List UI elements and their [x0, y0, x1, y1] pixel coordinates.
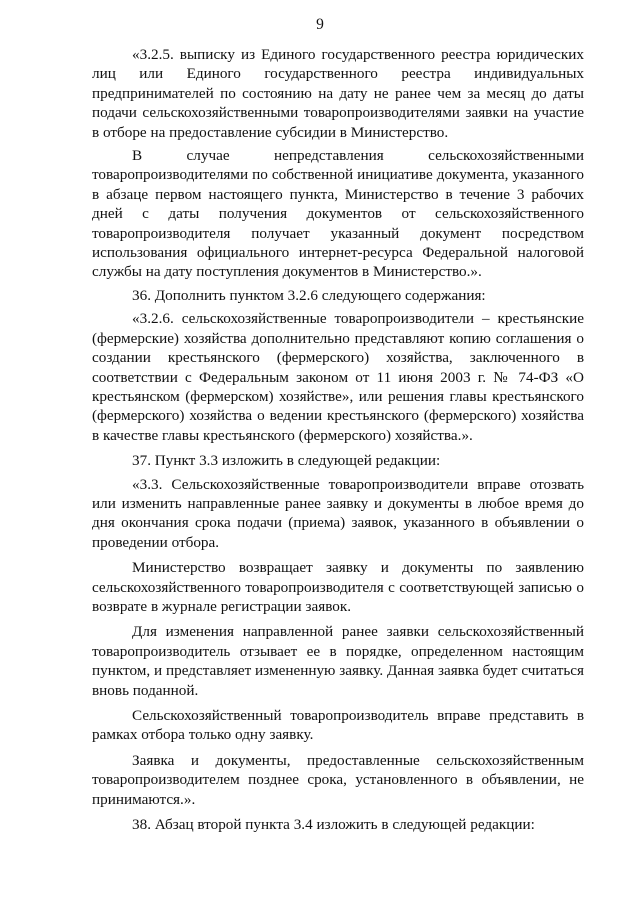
paragraph-item-38: 38. Абзац второй пункта 3.4 изложить в следующей редакции: — [132, 816, 535, 834]
paragraph-one-application: Сельскохозяйственный товаропроизводитель вправе представить в рамках отбора только одну заявку. — [92, 707, 584, 744]
paragraph-change: Для изменения направленной ранее заявки сельскохозяйственный товаропроизводитель отзывает ее в порядке, определенном настоящим пунктом, и представляет измененную заявку. Данная заявка будет считаться вновь поданной. — [92, 623, 584, 699]
paragraph-item-36: 36. Дополнить пунктом 3.2.6 следующего содержания: — [132, 286, 486, 304]
document-body — [92, 45, 584, 838]
paragraph-return: Министерство возвращает заявку и документы по заявлению сельскохозяйственного товаропроизводителя с соответствующей записью о возврате в журнале регистрации заявок. — [92, 559, 584, 615]
paragraph-3-2-5: «3.2.5. выписку из Единого государственного реестра юридических лиц или Единого государственного реестра индивидуальных предпринимателей по состоянию на дату не ранее чем за месяц до даты подачи сельскохозяйственными товаропроизводителями заявки на участие в отборе на предоставление субсидии в Министерство. — [92, 46, 584, 141]
page-number: 9 — [316, 16, 324, 33]
paragraph-late: Заявка и документы, предоставленные сельскохозяйственным товаропроизводителем позднее срока, установленного в объявлении, не принимаются.». — [92, 751, 584, 808]
paragraph-3-2-6: «3.2.6. сельскохозяйственные товаропроизводители – крестьянские (фермерские) хозяйства дополнительно представляют копию соглашения о создании крестьянского (фермерского) хозяйства, заключенного в соответствии с Федеральным законом от 11 июня 2003 г. № 74-ФЗ «О крестьянском (фермерском) хозяйстве», или решения главы крестьянского (фермерского) хозяйства о ведении крестьянского (фермерского) хозяйства в качестве главы крестьянского (фермерского) хозяйства.». — [92, 310, 584, 444]
paragraph-nonsubmission: В случае непредставления сельскохозяйственными товаропроизводителями по собственной инициативе документа, указанного в абзаце первом настоящего пункта, Министерство в течение 3 рабочих дней с даты получения документов от сельскохозяйственного товаропроизводителя получает указанный документ посредством использования официального интернет-ресурса Федеральной налоговой службы на дату поступления документов в Министерство.». — [92, 147, 584, 281]
paragraph-3-3: «3.3. Сельскохозяйственные товаропроизводители вправе отозвать или изменить направленные ранее заявку и документы в любое время до дня окончания срока подачи (приема) заявок, указанного в объявлении о проведении отбора. — [92, 475, 584, 551]
paragraph-item-37: 37. Пункт 3.3 изложить в следующей редакции: — [132, 452, 441, 470]
